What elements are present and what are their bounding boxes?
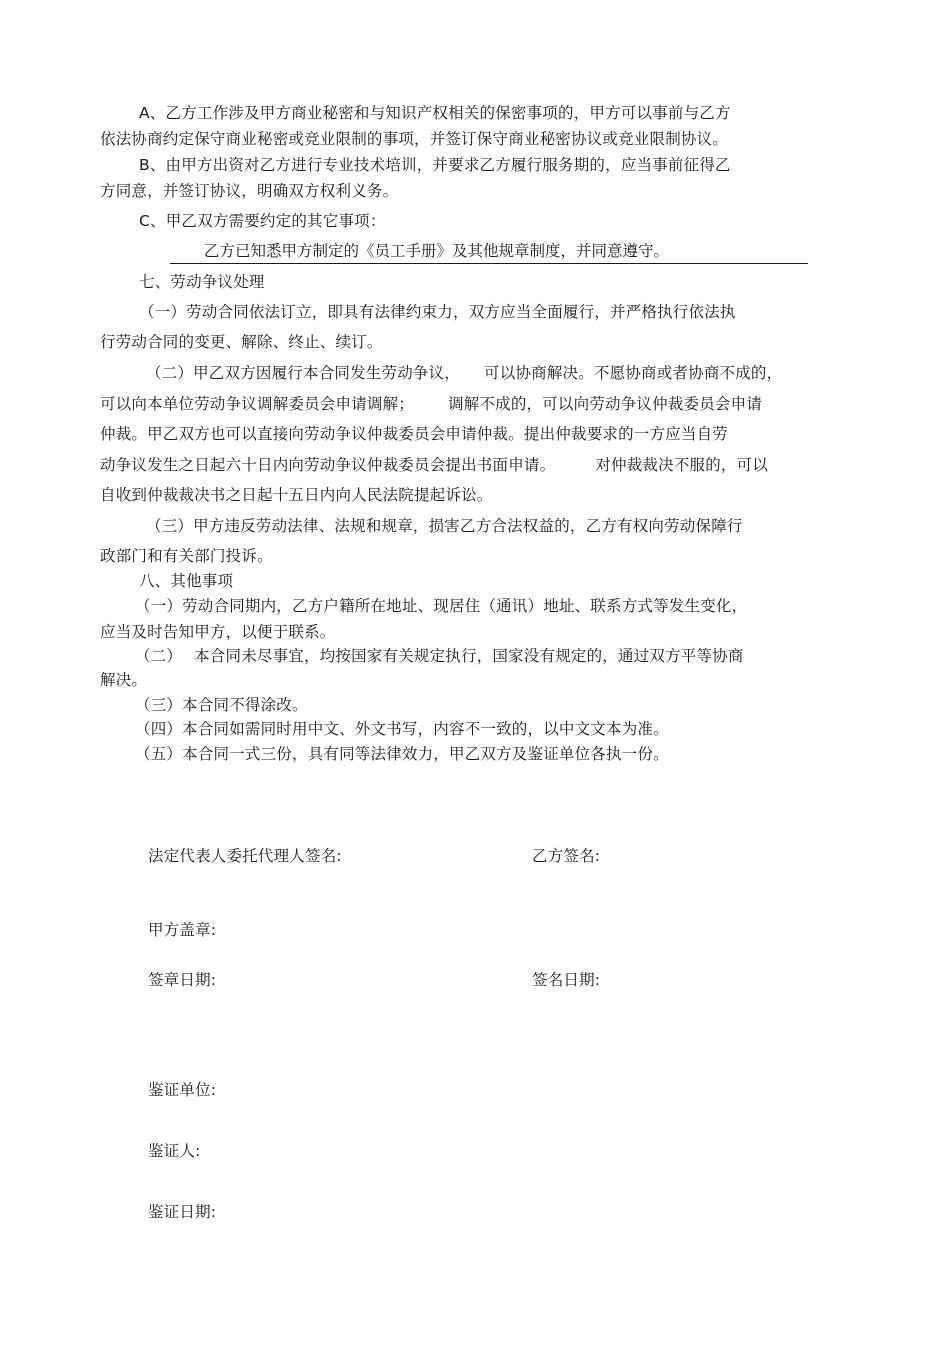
seal-date-label: 签章日期: <box>148 971 217 989</box>
section8-p4: （四）本合同如需同时用中文、外文书写，内容不一致的，以中文文本为准。 <box>135 720 669 738</box>
section7-p3-line2: 政部门和有关部门投诉。 <box>100 547 273 565</box>
clause-a-line2: 依法协商约定保守商业秘密或竞业限制的事项，并签订保守商业秘密协议或竞业限制协议。 <box>100 130 729 148</box>
section7-p2-line4-a: 动争议发生之日起六十日内向劳动争议仲裁委员会提出书面申请。 <box>100 456 556 474</box>
section7-p2-line2 <box>100 393 762 415</box>
clause-a-line1: A、乙方工作涉及甲方商业秘密和与知识产权相关的保密事项的，甲方可以事前与乙方 <box>139 104 731 122</box>
clause-c-fill-line <box>170 240 808 264</box>
section8-p1-line1: （一）劳动合同期内，乙方户籍所在地址、现居住（通讯）地址、联系方式等发生变化， <box>135 597 748 615</box>
clause-c-line1: C、甲乙双方需要约定的其它事项： <box>139 212 386 230</box>
verify-date-label: 鉴证日期: <box>148 1203 217 1221</box>
sign-date-label: 签名日期: <box>532 971 601 989</box>
party-b-sign-label: 乙方签名: <box>532 847 601 865</box>
party-a-seal-label: 甲方盖章: <box>148 921 217 939</box>
clause-b-line1: B、由甲方出资对乙方进行专业技术培训，并要求乙方履行服务期的，应当事前征得乙 <box>139 156 731 174</box>
section8-p5: （五）本合同一式三份，具有同等法律效力，甲乙双方及鉴证单位各执一份。 <box>135 745 669 763</box>
clause-c-fill-text: 乙方已知悉甲方制定的《员工手册》及其他规章制度，并同意遵守。 <box>204 242 670 260</box>
section7-p2-line4-b: 对仲裁裁决不服的，可以 <box>595 456 769 474</box>
section7-p3-line1: （三）甲方违反劳动法律、法规和规章，损害乙方合法权益的，乙方有权向劳动保障行 <box>146 517 743 535</box>
section8-p1-line2: 应当及时告知甲方，以便于联系。 <box>100 623 336 641</box>
verify-unit-label: 鉴证单位: <box>148 1081 217 1099</box>
section7-p1-line2: 行劳动合同的变更、解除、终止、续订。 <box>100 333 383 351</box>
section7-p2-line3: 仲裁。甲乙双方也可以直接向劳动争议仲裁委员会申请仲裁。提出仲裁要求的一方应当自劳 <box>100 425 729 443</box>
verifier-label: 鉴证人: <box>148 1142 201 1160</box>
section7-p1-line1: （一）劳动合同依法订立，即具有法律约束力，双方应当全面履行，并严格执行依法执 <box>139 303 736 321</box>
section7-p2-line5: 自收到仲裁裁决书之日起十五日内向人民法院提起诉讼。 <box>100 486 493 504</box>
agent-sign-label: 法定代表人委托代理人签名: <box>148 847 342 865</box>
clause-b-line2: 方同意，并签订协议，明确双方权利义务。 <box>100 182 399 200</box>
section7-p2-line1-b: 可以协商解决。不愿协商或者协商不成的， <box>484 364 783 382</box>
section8-heading: 八、其他事项 <box>139 572 234 590</box>
section7-heading: 七、劳动争议处理 <box>139 273 265 291</box>
section8-p2-line1 <box>135 645 744 667</box>
section8-p2-line2: 解决。 <box>100 671 148 689</box>
section7-p2-line1-a: （二）甲乙双方因履行本合同发生劳动争议， <box>146 364 461 382</box>
section7-p2-line2-b: 调解不成的，可以向劳动争议仲裁委员会申请 <box>448 395 763 413</box>
section7-p2-line2-a: 可以向本单位劳动争议调解委员会申请调解； <box>100 395 415 413</box>
section8-p3: （三）本合同不得涂改。 <box>135 696 308 714</box>
section7-p2-line1 <box>146 362 782 384</box>
section7-p2-line4 <box>100 454 768 476</box>
section8-p2-line1-b: 本合同未尽事宜，均按国家有关规定执行，国家没有规定的，通过双方平等协商 <box>194 647 744 665</box>
section8-p2-line1-a: （二） <box>135 647 183 665</box>
